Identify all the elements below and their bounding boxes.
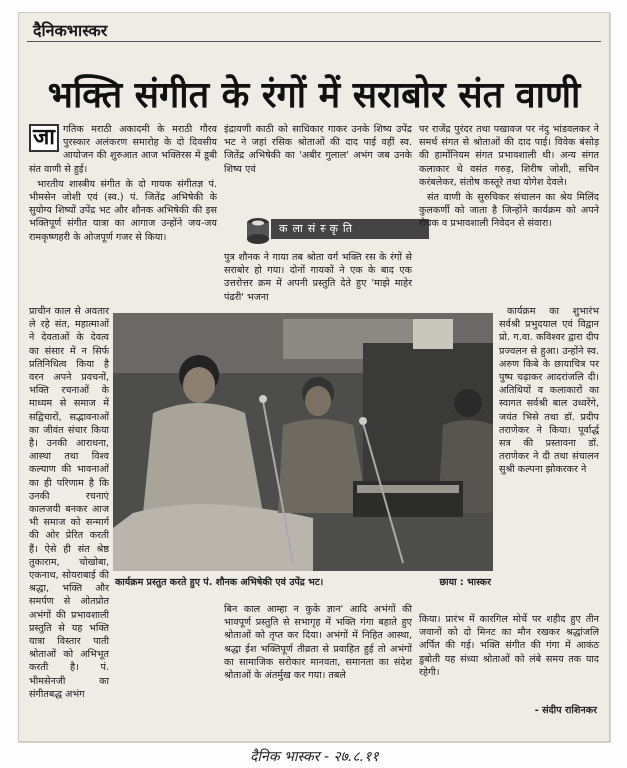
col3-paragraph-3: कार्यक्रम का शुभारंभ सर्वश्री प्रभुदयाल एवं विद्वान प्रो. ग.वा. कविश्वर द्वारा दीप प्रज्वलन से हुआ। उन्होंने स्व. अरुण किबे के छायाचित्र पर पुष्प चढ़ाकर आदरांजलि दी। अतिथियों व कलाकारों का स्वागत सर्वश्री बाल उध्वरेंगे, जयंत भिसे तथा डॉ. प्रदीप तराणेकर ने किया। पूर्वार्द्ध सत्र की प्रस्तावना डॉ. तराणेकर ने दी तथा संचालन सुश्री कल्पना झोकरकर ने bbox=[499, 306, 599, 476]
handwritten-date-note: दैनिक भास्कर - २७.८.११ bbox=[250, 749, 379, 765]
col3-paragraph-4: किया। प्रारंभ में कारगिल मोर्चे पर शहीद हुए तीन जवानों को दो मिनट का मौन रखकर श्रद्धांजलि अर्पित की गई। भक्ति संगीत की गंगा में आकंठ डुबोती यह संध्या श्रोताओं को लंबे समय तक याद रहेगी। bbox=[419, 614, 599, 678]
column-3-bottom bbox=[419, 613, 599, 681]
col1-paragraph-3: प्राचीन काल से अवतार ले रहे संत, महात्माओं ने देवताओं के देवत्व का संसार में न सिर्फ प्रतिनिधित्व किया है वरन अपने प्रवचनों, भक्ति रचनाओं के माध्यम से समाज में सद्विचारों, सद्भावनाओं का जीवंत संचार किया है। उनकी आराधना, आस्था तथा विश्व कल्याण की भावनाओं का ही परिणाम है कि उनकी रचनाएं कालजयी बनकर आज भी समाज को सन्मार्ग की ओर प्रेरित करती हैं। ऐसे ही संत श्रेष्ठ तुकाराम, चोखोबा, एकनाथ, सोयराबाई की श्रद्धा, भक्ति और समर्पण से ओतप्रोत अभंगों की प्रभावशाली प्रस्तुति से यह भक्ति यात्रा विस्तार पाती श्रोताओं को अभिभूत करती है। पं. भीमसेनजी का संगीतबद्ध अभंग bbox=[29, 306, 109, 700]
photo-credit: छाया : भास्कर bbox=[439, 577, 491, 588]
column-1-bottom bbox=[29, 609, 219, 611]
col1-paragraph-1: गतिक मराठी अकादमी के मराठी गौरव पुरस्कार अलंकरण समारोह के दो दिवसीय आयोजन की शुरुआत आज भक्तिरस में डूबी संत वाणी से हुई। bbox=[29, 124, 217, 175]
tabla-icon bbox=[243, 213, 273, 247]
column-3-narrow bbox=[499, 305, 599, 611]
photo-illustration bbox=[113, 313, 493, 571]
col2-paragraph-2: पुत्र शौनक ने गाया तब श्रोता वर्ग भक्ति रस के रंगों से सराबोर हो गया। दोनों गायकों ने एक के बाद एक उत्तरोत्तर क्रम में अपनी प्रस्तुति देते हुए 'माझे माहेर पंढरी' भजना bbox=[224, 252, 412, 303]
column-1-narrow bbox=[29, 305, 109, 700]
col2-paragraph-3: बिन काल आम्हा न कुके ज्ञान' आदि अभंगों की भावपूर्ण प्रस्तुति से सभागृह में भक्ति गंगा बहाते हुए श्रोताओं को तृप्त कर दिया। अभंगों में निहित आस्था, श्रद्धा ईश भक्तिपूर्ण तीव्रता से प्रवाहित हुई तो अभंगों का सामाजिक सरोकार मानवता, समानता का संदेश श्रोताओं के अंतर्मुख कर गया। तबले bbox=[224, 604, 412, 682]
masthead-rule bbox=[27, 41, 601, 42]
column-2-bottom bbox=[224, 603, 412, 684]
newspaper-clipping bbox=[18, 12, 610, 742]
drop-cap: जा bbox=[29, 124, 59, 152]
photo-caption: कार्यक्रम प्रस्तुत करते हुए पं. शौनक अभिषेकी एवं उपेंद्र भट। bbox=[115, 577, 324, 588]
newspaper-masthead: दैनिकभास्कर bbox=[33, 21, 108, 40]
concert-photo bbox=[113, 313, 493, 571]
column-2-middle bbox=[224, 251, 412, 306]
col1-paragraph-2: भारतीय शास्त्रीय संगीत के दो गायक संगीतज्ञ पं. भीमसेन जोशी एवं (स्व.) पं. जितेंद्र अभिषेकी के सुयोग्य शिष्यों उपेंद्र भट और शौनक अभिषेकी की इस भक्तिपूर्ण संगीत यात्रा का आगाज उन्होंने जय-जय रामकृष्णहरी के ओजपूर्ण गजर से किया। bbox=[29, 178, 217, 243]
column-3-top bbox=[419, 123, 599, 233]
column-1-top bbox=[29, 123, 217, 246]
col3-paragraph-2: संत वाणी के सुरुचिकर संचालन का श्रेय मिलिंद कुलकर्णी को जाता है जिन्होंने कार्यक्रम को अपने रोचक व प्रभावशाली निवेदन से संवारा। bbox=[419, 192, 599, 230]
col2-paragraph-1: इंद्रायणी काठी को साधिकार गाकर उनके शिष्य उपेंद्र भट ने जहां रसिक श्रोताओं की दाद पाई वहीं स्व. जितेंद्र अभिषेकी का 'अबीर गुलाल' अभंग जब उनके शिष्य एवं bbox=[224, 124, 412, 175]
section-label-text: कलासंस्कृति bbox=[271, 219, 429, 239]
article-headline: भक्ति संगीत के रंगों में सराबोर संत वाणी bbox=[47, 75, 581, 116]
author-byline: - संदीप राशिनकर bbox=[534, 705, 597, 716]
section-label bbox=[237, 213, 427, 247]
column-2-top bbox=[224, 123, 412, 178]
col3-paragraph-1: पर राजेंद्र पुरंदर तथा पखावज पर नंदु भांडवलकर ने समर्थ संगत से श्रोताओं की दाद पाई। विवेक बंसोड़ की हार्मोनियम संगत प्रभावशाली थी। अन्य संगत कलाकार थे वसंत गरुड़, शिरीष जोशी, सचिन करंबलेकर, संतोष कस्तूरे तथा योगेश देवले। bbox=[419, 124, 599, 188]
